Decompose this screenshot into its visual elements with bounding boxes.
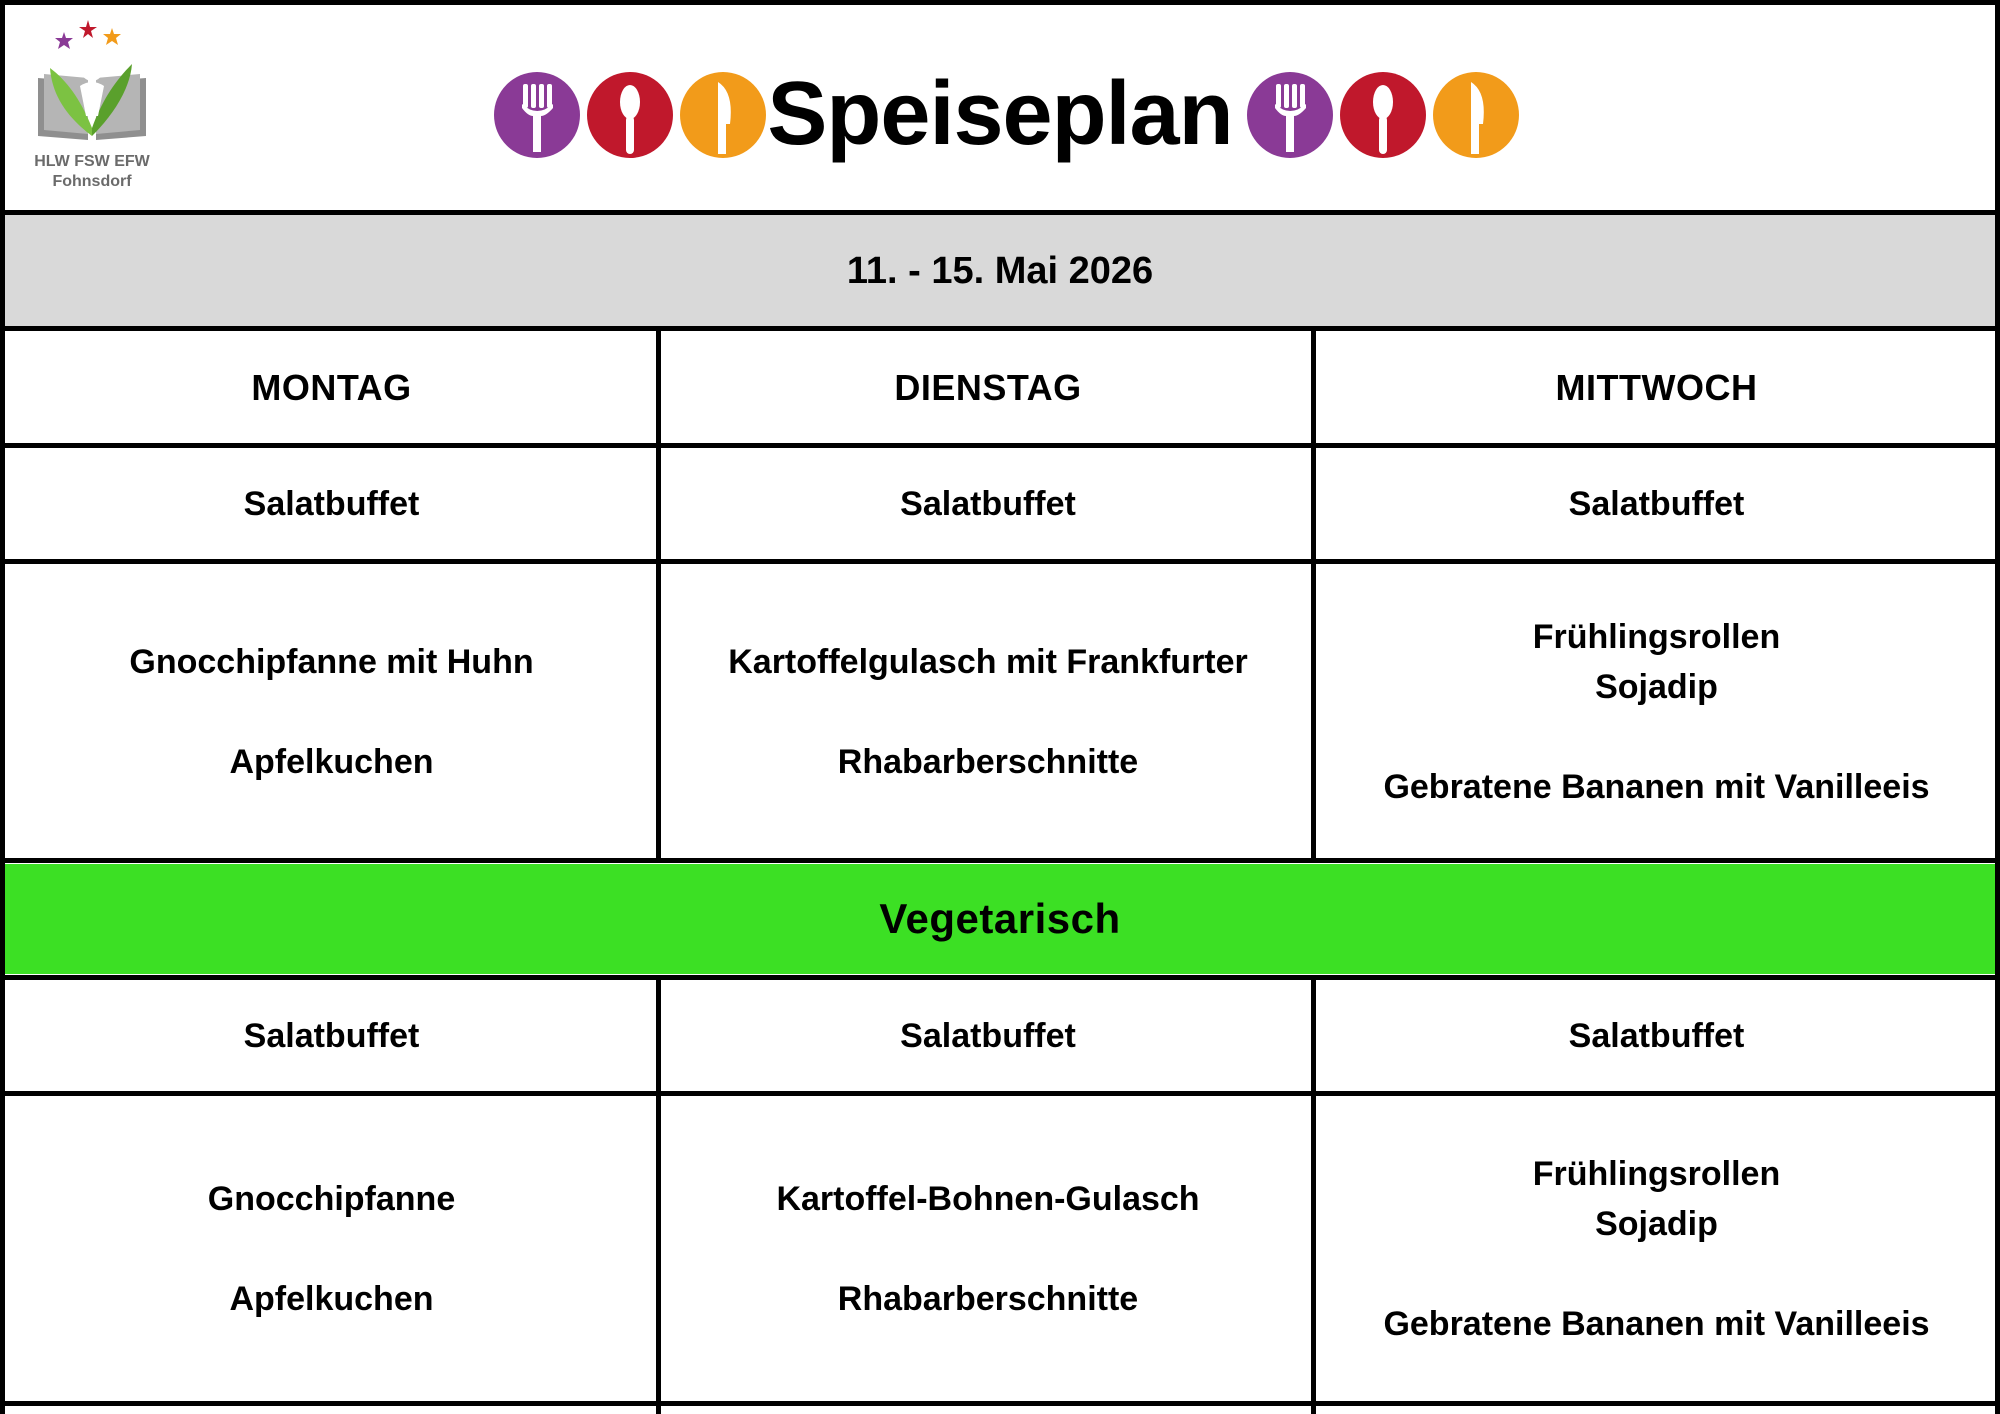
grid-line xyxy=(0,443,2000,448)
title-area xyxy=(0,0,2000,212)
logo-line2: Fohnsdorf xyxy=(52,173,132,190)
veg-main-monday xyxy=(5,1097,658,1400)
fork-icon xyxy=(1247,72,1333,158)
veg-dessert-tuesday: Rhabarberschnitte xyxy=(837,1279,1139,1318)
dessert-wednesday: Gebratene Bananen mit Vanilleeis xyxy=(1383,767,1930,806)
vegetarian-band xyxy=(0,864,2000,974)
day-header-monday: MONTAG xyxy=(251,366,412,408)
main-dish-monday: Gnocchipfanne mit Huhn xyxy=(129,642,534,681)
vegetarian-label: Vegetarisch xyxy=(879,895,1121,942)
veg-salad-tuesday: Salatbuffet xyxy=(900,1016,1076,1055)
spoon-icon xyxy=(587,72,673,158)
veg-dessert-monday: Apfelkuchen xyxy=(229,1279,434,1318)
main-dish-wednesday: Frühlingsrollen xyxy=(1532,617,1781,656)
main-dish-tuesday: Kartoffelgulasch mit Frankfurter xyxy=(728,642,1248,681)
main-tuesday xyxy=(663,565,1313,858)
date-band xyxy=(0,214,2000,328)
grid-line xyxy=(0,0,2000,5)
grid-line xyxy=(0,1091,2000,1096)
salad-tuesday: Salatbuffet xyxy=(900,484,1076,523)
dessert-monday: Apfelkuchen xyxy=(229,742,434,781)
cutlery-icons-right xyxy=(1247,72,1519,158)
school-logo xyxy=(28,18,156,198)
side-wednesday: Sojadip xyxy=(1595,667,1718,706)
day-header-wednesday: MITTWOCH xyxy=(1555,366,1758,408)
knife-icon xyxy=(680,72,766,158)
veg-dessert-wednesday: Gebratene Bananen mit Vanilleeis xyxy=(1383,1304,1930,1343)
cutlery-icons-left xyxy=(494,72,766,158)
veg-main-tuesday xyxy=(663,1097,1313,1400)
veg-salad-wednesday: Salatbuffet xyxy=(1568,1016,1745,1055)
day-header-tuesday: DIENSTAG xyxy=(894,366,1082,408)
grid-line xyxy=(0,559,2000,564)
grid-line xyxy=(0,0,5,1414)
fork-icon xyxy=(494,72,580,158)
grid-line xyxy=(0,975,2000,980)
grid-line xyxy=(1311,975,1316,1414)
grid-line xyxy=(656,326,661,863)
veg-main-dish-monday: Gnocchipfanne xyxy=(207,1179,456,1218)
veg-salad-monday: Salatbuffet xyxy=(243,1016,420,1055)
dessert-tuesday: Rhabarberschnitte xyxy=(837,742,1139,781)
page-title: Speiseplan xyxy=(767,63,1233,164)
main-monday xyxy=(5,565,658,858)
grid-line xyxy=(0,858,2000,863)
grid-line xyxy=(1311,326,1316,863)
grid-line xyxy=(656,975,661,1414)
grid-line xyxy=(0,326,2000,331)
salad-monday: Salatbuffet xyxy=(243,484,420,523)
veg-main-dish-tuesday: Kartoffel-Bohnen-Gulasch xyxy=(776,1179,1200,1218)
veg-main-dish-wednesday: Frühlingsrollen xyxy=(1532,1154,1781,1193)
grid-line xyxy=(0,1401,2000,1406)
veg-main-wednesday xyxy=(1318,1097,1995,1400)
grid-line xyxy=(1995,0,2000,1414)
veg-side-wednesday: Sojadip xyxy=(1595,1204,1718,1243)
grid-line xyxy=(0,210,2000,215)
knife-icon xyxy=(1433,72,1519,158)
date-range: 11. - 15. Mai 2026 xyxy=(846,249,1154,292)
spoon-icon xyxy=(1340,72,1426,158)
logo-line1: HLW FSW EFW xyxy=(34,153,150,170)
main-wednesday xyxy=(1318,565,1995,858)
salad-wednesday: Salatbuffet xyxy=(1568,484,1745,523)
